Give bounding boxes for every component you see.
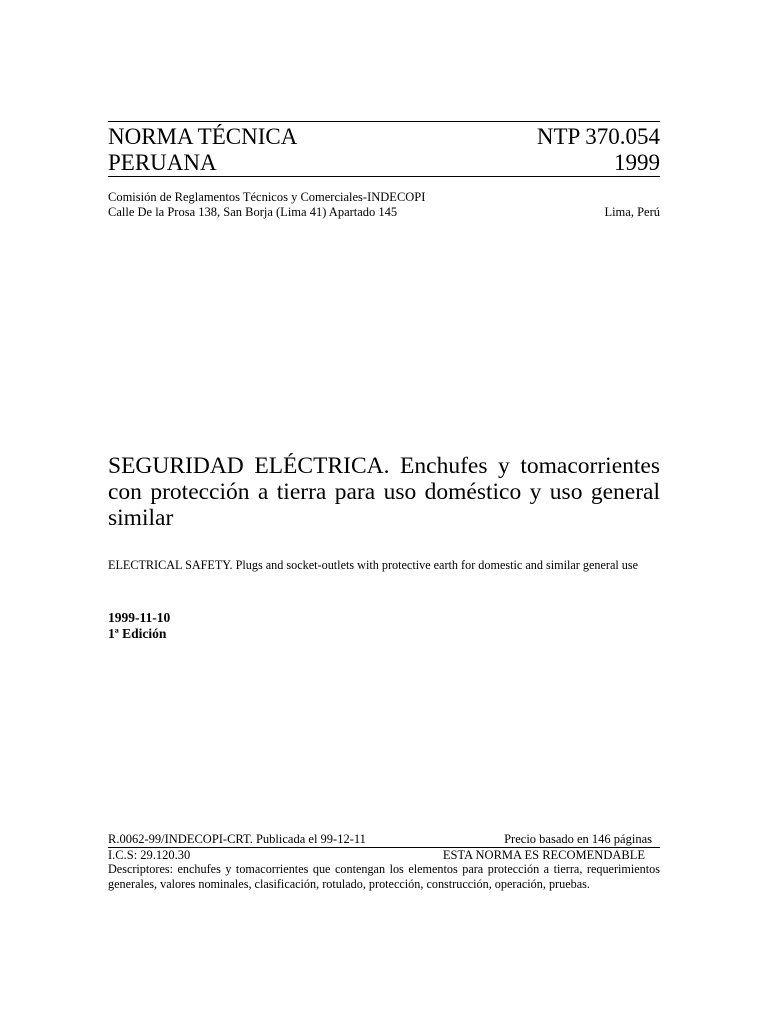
standard-type-line1: NORMA TÉCNICA xyxy=(108,124,298,149)
document-edition: 1ª Edición xyxy=(108,626,167,641)
header-row-2 xyxy=(108,149,660,176)
header-top-rule xyxy=(108,121,660,122)
standard-type-line2: PERUANA xyxy=(108,150,217,175)
header-row-1 xyxy=(108,123,660,150)
commission-address: Calle De la Prosa 138, San Borja (Lima 41) Apartado 145 xyxy=(108,205,398,219)
address-row xyxy=(108,205,660,220)
recommendation-status: ESTA NORMA ES RECOMENDABLE xyxy=(442,848,645,862)
document-date: 1999-11-10 xyxy=(108,610,171,625)
resolution-text: R.0062-99/INDECOPI-CRT. Publicada el 99-12-11 xyxy=(108,832,366,846)
standard-year: 1999 xyxy=(614,150,660,175)
commission-row xyxy=(108,190,660,205)
document-title-es: SEGURIDAD ELÉCTRICA. Enchufes y tomacorrientes con protección a tierra para uso doméstico y uso general similar xyxy=(108,453,660,531)
standard-code: NTP 370.054 xyxy=(536,124,660,149)
commission-name: Comisión de Reglamentos Técnicos y Comerciales-INDECOPI xyxy=(108,190,426,204)
descriptors: Descriptores: enchufes y tomacorrientes que contengan los elementos para protección a tierra, requerimientos generales, valores nominales, clasificación, rotulado, protección, construcción, operación, pruebas. xyxy=(108,862,660,891)
resolution-row xyxy=(108,832,660,847)
ics-code: I.C.S: 29.120.30 xyxy=(108,848,191,862)
header-bottom-rule xyxy=(108,176,660,177)
commission-city: Lima, Perú xyxy=(604,205,660,219)
price-text: Precio basado en 146 páginas xyxy=(504,832,652,846)
ics-row xyxy=(108,848,660,863)
document-title-en: ELECTRICAL SAFETY. Plugs and socket-outlets with protective earth for domestic and similar general use xyxy=(108,558,639,572)
